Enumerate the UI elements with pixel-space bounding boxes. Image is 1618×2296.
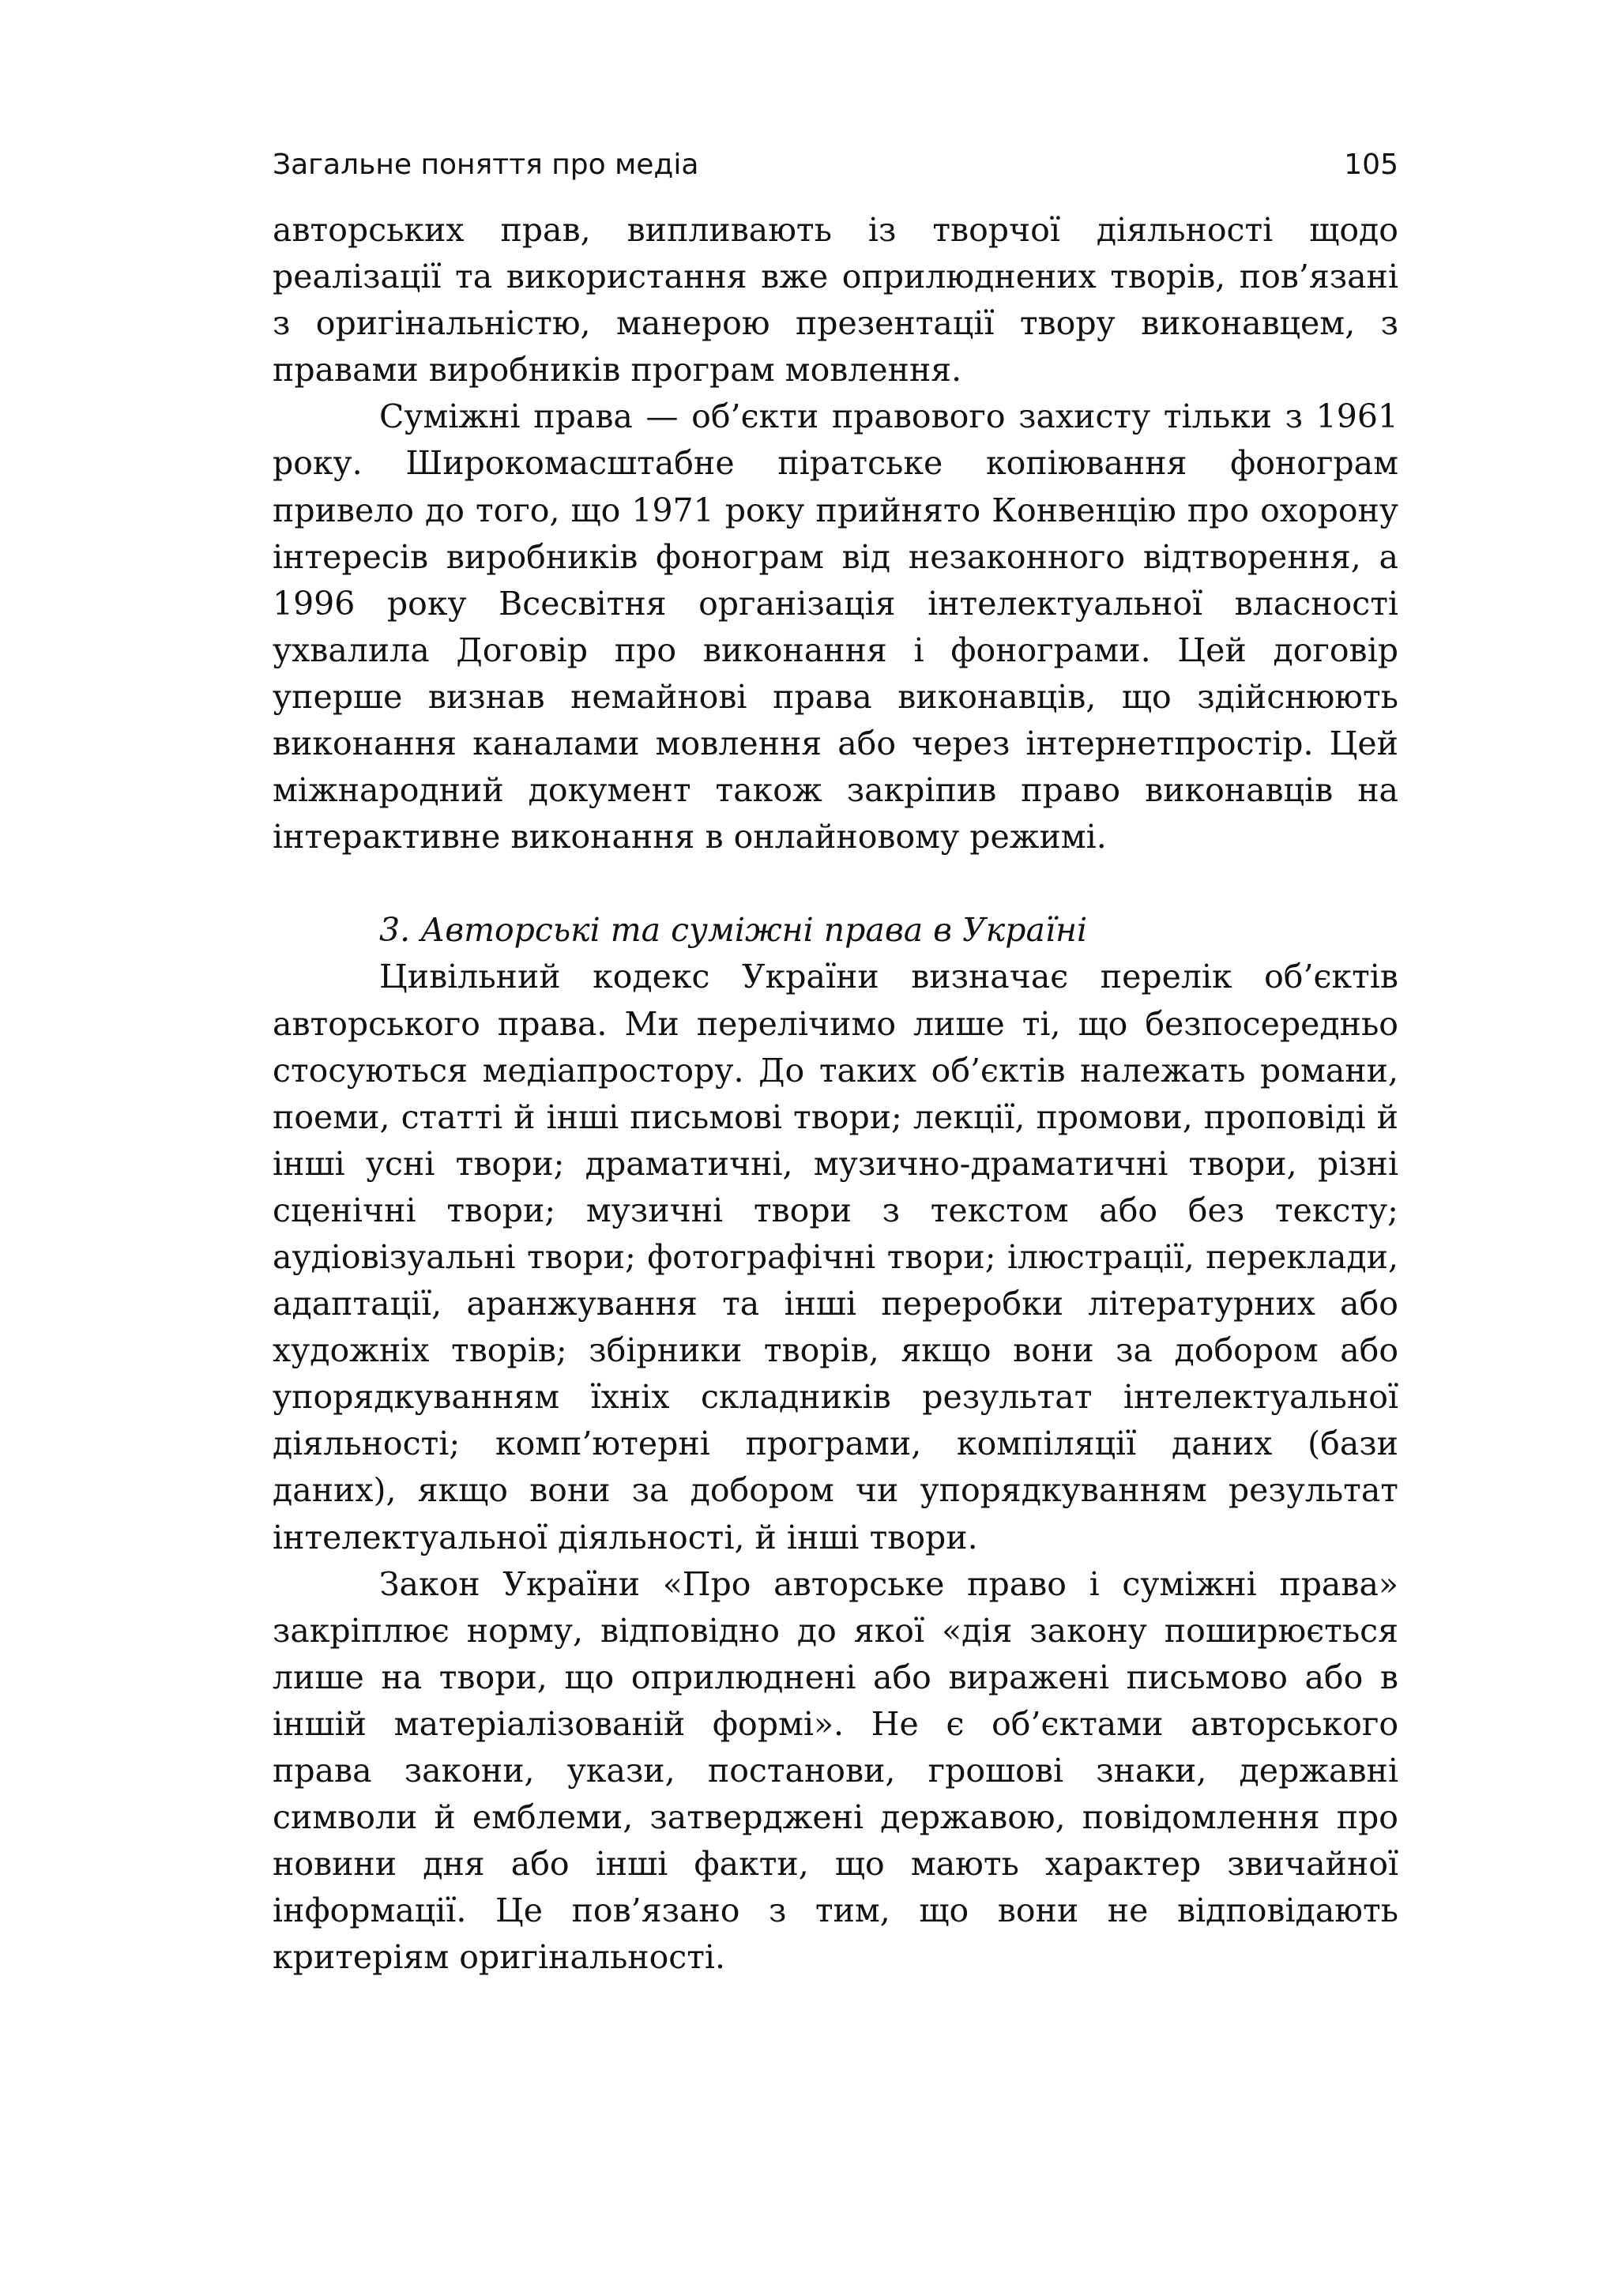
paragraph-copyright-law: Закон України «Про авторське право і суміжні права» закріплює норму, відповідно до якої «дія закону поширюється лише на твори, що оприлюднені або виражені письмово або в іншій матеріалізованій формі». Не є об’єктами авторського права закони, укази, постанови, грошові знаки, державні символи й емблеми, затверджені державою, повідомлення про новини дня або інші факти, що мають характер звичайної інформації. Це пов’язано з тим, що вони не відповідають критеріям оригінальності. bbox=[273, 1564, 1398, 1977]
paragraph-civil-code: Цивільний кодекс України визначає перелік об’єктів авторського права. Ми перелічимо лише ті, що безпосередньо стосуються медіапростору. До таких об’єктів належать романи, поеми, статті й інші письмові твори; лекції, промови, проповіді й інші усні твори; драматичні, музично-драматичні твори, різні сценічні твори; музичні твори з текстом або без тексту; аудіовізуальні твори; фотографічні твори; ілюстрації, переклади, адаптації, аранжування та інші переробки літературних або художніх творів; збірники творів, якщо вони за добором або упорядкуванням їхніх складників результат інтелектуальної діяльності; комп’ютерні програми, компіляції даних (бази даних), якщо вони за добором чи упорядкуванням результат інтелектуальної діяльності, й інші твори. bbox=[273, 958, 1398, 1556]
section-heading: 3. Авторські та суміжні права в Україні bbox=[379, 911, 1088, 950]
page-number: 105 bbox=[1344, 149, 1398, 181]
paragraph-related-rights: Суміжні права — об’єкти правового захисту тільки з 1961 року. Широкомасштабне піратське копіювання фонограм привело до того, що 1971 року прийнято Конвенцію про охорону інтересів виробників фонограм від незаконного відтворення, а 1996 року Всесвітня організація інтелектуальної власності ухвалила Договір про виконання і фонограми. Цей договір уперше визнав немайнові права виконавців, що здійснюють виконання каналами мовлення або через інтернетпростір. Цей міжнародний документ також закріпив право виконавців на інтерактивне виконання в онлайновому режимі. bbox=[273, 397, 1398, 856]
running-header-title: Загальне поняття про медіа bbox=[273, 149, 699, 181]
running-header bbox=[273, 149, 1398, 196]
paragraph-continuation: авторських прав, випливають із творчої діяльності щодо реалізації та використання вже оприлюднених творів, пов’язані з оригінальністю, манерою презентації твору виконавцем, з правами виробників програм мовлення. bbox=[273, 211, 1398, 390]
body-text bbox=[273, 207, 1398, 1981]
